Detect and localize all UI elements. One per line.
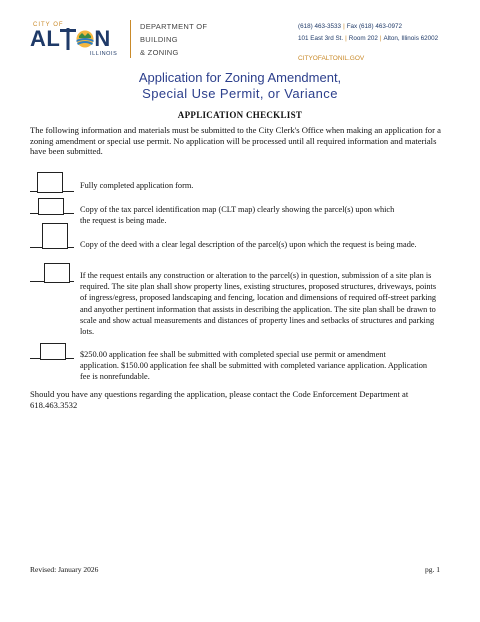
logo-state: ILLINOIS xyxy=(90,51,118,57)
alton-logo-globe-icon xyxy=(76,30,94,48)
revised-date: Revised: January 2026 xyxy=(30,565,99,574)
department-line-2: BUILDING xyxy=(140,35,178,44)
logo-text-al: AL xyxy=(30,26,61,51)
department-line-1: DEPARTMENT OF xyxy=(140,22,208,31)
contact-phones xyxy=(298,23,402,30)
fax-number: Fax (618) 463-0972 xyxy=(346,23,403,30)
item-1-text: Fully completed application form. xyxy=(80,181,194,190)
item-2-text-line-2: the request is being made. xyxy=(80,216,167,225)
contact-address xyxy=(298,35,438,42)
item-3-checkbox[interactable] xyxy=(42,223,68,249)
header-divider xyxy=(130,20,131,58)
street-address: 101 East 3rd St. xyxy=(298,35,344,42)
separator: | xyxy=(345,35,347,42)
item-4-checkbox[interactable] xyxy=(44,263,70,283)
item-5-text-rest: application. $150.00 application fee shall be submitted with completed variance application. Application fee is nonrefundable. xyxy=(80,361,427,381)
questions-note: Should you have any questions regarding the application, please contact the Code Enforcement Department at 618.463.3532 xyxy=(30,389,409,410)
item-1-checkbox[interactable] xyxy=(37,172,63,193)
checklist-intro: The following information and materials must be submitted to the City Clerk's Office when making an application for a zoning amendment or special use permit. No application will be processed until all required information and materials have been submitted. xyxy=(30,125,441,156)
page-number: pg. 1 xyxy=(425,565,440,574)
item-3-text: Copy of the deed with a clear legal description of the parcel(s) upon which the request is being made. xyxy=(80,240,417,249)
website-link[interactable]: CITYOFALTONIL.GOV xyxy=(298,55,365,62)
document-title-line-1: Application for Zoning Amendment, xyxy=(138,70,342,85)
room-number: Room 202 xyxy=(348,35,378,42)
phone-number: (618) 463-3533 xyxy=(298,23,342,30)
logo-city-of: CITY OF xyxy=(33,22,64,28)
item-5-text-line-1: $250.00 application fee shall be submitted with completed special use permit or amendment xyxy=(80,350,386,359)
item-2-text-line-1: Copy of the tax parcel identification map (CLT map) clearly showing the parcel(s) upon which xyxy=(80,205,395,214)
department-line-3: & ZONING xyxy=(140,48,179,57)
city-state-zip: Alton, Illinois 62002 xyxy=(383,35,439,42)
checklist-heading: APPLICATION CHECKLIST xyxy=(177,110,303,120)
item-4-text: If the request entails any construction or alteration to the parcel(s) in question, submission of a site plan is required. The site plan shall show property lines, existing structures, proposed structures, driveways, points of ingress/egress, proposed landscaping and fencing, location and dimensions of required off-street parking and anyother pertinent information that assists in describing the application. The site plan shall be drawn to scale and show actual measurements and distances of property lines and setbacks of structures and parking lots. xyxy=(80,271,437,337)
item-2-checkbox[interactable] xyxy=(38,198,64,215)
separator: | xyxy=(343,23,345,30)
item-5-checkbox[interactable] xyxy=(40,343,66,360)
logo-text-n: N xyxy=(94,26,111,51)
document-title-line-2: Special Use Permit, or Variance xyxy=(142,86,338,101)
separator: | xyxy=(379,35,382,42)
alton-logo xyxy=(30,26,111,52)
alton-logo-emblem-icon xyxy=(60,28,76,50)
